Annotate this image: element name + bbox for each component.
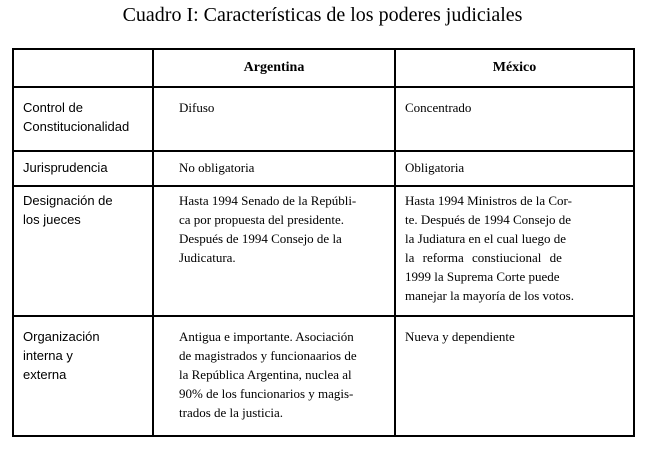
cell-mexico: Obligatoria — [395, 151, 634, 186]
comparison-table — [12, 48, 635, 437]
row-label: Designación de los jueces — [13, 186, 153, 316]
cell-mexico: Hasta 1994 Ministros de la Cor- te. Después de 1994 Consejo de la Judiatura en el cual luego de la reforma constiucional de 1999 la Suprema Corte puede manejar la mayoría de los votos. — [395, 186, 634, 316]
header-row — [13, 49, 634, 87]
table-title: Cuadro I: Características de los poderes judiciales — [122, 4, 523, 26]
header-mexico: México — [395, 49, 634, 87]
header-argentina: Argentina — [153, 49, 395, 87]
cell-argentina: Difuso — [153, 87, 395, 151]
table-row — [13, 316, 634, 436]
table-row — [13, 87, 634, 151]
table-row — [13, 151, 634, 186]
row-label: Jurisprudencia — [13, 151, 153, 186]
table-row — [13, 186, 634, 316]
cell-mexico: Concentrado — [395, 87, 634, 151]
header-empty — [13, 49, 153, 87]
cell-argentina: Antigua e importante. Asociación de magistrados y funcionaarios de la República Argentina, nuclea al 90% de los funcionarios y magis- trados de la justicia. — [153, 316, 395, 436]
cell-mexico: Nueva y dependiente — [395, 316, 634, 436]
cell-argentina: No obligatoria — [153, 151, 395, 186]
cell-argentina: Hasta 1994 Senado de la Repúbli- ca por propuesta del presidente. Después de 1994 Consejo de la Judicatura. — [153, 186, 395, 316]
row-label: Control de Constitucionalidad — [13, 87, 153, 151]
row-label: Organización interna y externa — [13, 316, 153, 436]
